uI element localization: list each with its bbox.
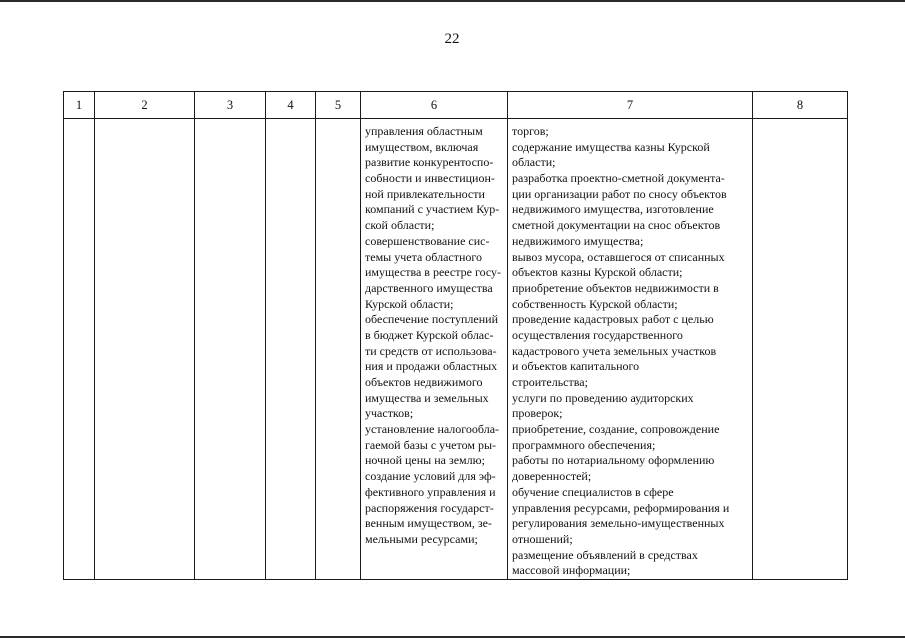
col6-line: создание условий для эф- (365, 469, 496, 484)
col6-line: развитие конкурентоспо- (365, 155, 494, 170)
cell-col-5 (316, 119, 361, 580)
cell-col-1 (64, 119, 95, 580)
col7-line: осуществления государственного (512, 327, 683, 342)
col7-line: разработка проектно-сметной документа- (512, 171, 725, 186)
col7-line: проверок; (512, 406, 563, 421)
col6-line: установление налогообла- (365, 422, 500, 437)
col7-line: приобретение объектов недвижимости в (512, 280, 719, 295)
column-header-6: 6 (361, 92, 508, 119)
column-header-2: 2 (95, 92, 195, 119)
column-header-3: 3 (195, 92, 266, 119)
col6-line: ночной цены на землю; (365, 453, 485, 468)
col6-text (361, 119, 507, 548)
col7-line: управления ресурсами, реформирования и (512, 500, 730, 515)
col7-line: сметной документации на снос объектов (512, 218, 721, 233)
col7-line: ции организации работ по сносу объектов (512, 186, 727, 201)
col7-line: приобретение, создание, сопровождение (512, 422, 720, 437)
col7-line: собственность Курской области; (512, 296, 678, 311)
table-row (64, 119, 848, 580)
col7-line: и объектов капитального (512, 359, 640, 374)
col6-line: ния и продажи областных (365, 359, 498, 374)
col7-line: объектов казны Курской области; (512, 265, 683, 280)
cell-col-7 (508, 119, 753, 580)
col6-line: совершенствование сис- (365, 233, 490, 248)
col7-line: доверенностей; (512, 469, 592, 484)
cell-col-8 (753, 119, 848, 580)
col6-line: имущества в реестре госу- (365, 265, 502, 280)
col7-text (508, 119, 752, 579)
column-header-1: 1 (64, 92, 95, 119)
program-table (63, 91, 848, 580)
cell-col-6 (361, 119, 508, 580)
col6-line: ной привлекательности (365, 186, 485, 201)
col6-line: Курской области; (365, 296, 454, 311)
col7-line: недвижимого имущества, изготовление (512, 202, 714, 217)
col7-line: содержание имущества казны Курской (512, 139, 710, 154)
col7-line: отношений; (512, 531, 573, 546)
col7-line: регулирования земельно-имущественных (512, 516, 725, 531)
col6-line: участков; (365, 406, 414, 421)
col7-line: недвижимого имущества; (512, 233, 644, 248)
col6-line: компаний с участием Кур- (365, 202, 500, 217)
col7-line: массовой информации; (512, 563, 631, 578)
column-header-8: 8 (753, 92, 848, 119)
page-number: 22 (444, 31, 460, 47)
scan-top-edge (0, 0, 905, 2)
col6-line: объектов недвижимого (365, 375, 483, 389)
col6-line: ти средств от использова- (365, 343, 497, 358)
col7-line: строительства; (512, 375, 588, 389)
col6-line: управления областным (365, 124, 483, 138)
col6-line: имуществом, включая (365, 139, 479, 154)
col6-line: ской области; (365, 218, 435, 233)
col6-line: имущества и земельных (365, 390, 489, 405)
col7-line: кадастрового учета земельных участков (512, 343, 717, 358)
col6-line: венным имуществом, зе- (365, 516, 492, 531)
col6-line: фективного управления и (365, 484, 496, 499)
col6-line: собности и инвестицион- (365, 171, 495, 186)
cell-col-2 (95, 119, 195, 580)
col7-line: программного обеспечения; (512, 437, 656, 452)
cell-col-4 (266, 119, 316, 580)
col6-line: в бюджет Курской облас- (365, 327, 494, 342)
col6-line: дарственного имущества (365, 280, 493, 295)
column-header-5: 5 (316, 92, 361, 119)
col6-line: гаемой базы с учетом ры- (365, 437, 497, 452)
col7-line: проведение кадастровых работ с целью (512, 312, 714, 327)
table-header-row (64, 92, 848, 119)
column-header-4: 4 (266, 92, 316, 119)
col6-line: темы учета областного (365, 249, 483, 264)
col7-line: размещение объявлений в средствах (512, 547, 698, 562)
col7-line: вывоз мусора, оставшегося от списанных (512, 249, 725, 264)
cell-col-3 (195, 119, 266, 580)
col6-line: обеспечение поступлений (365, 312, 499, 327)
col7-line: области; (512, 155, 556, 170)
column-header-7: 7 (508, 92, 753, 119)
col7-line: обучение специалистов в сфере (512, 484, 674, 499)
col7-line: торгов; (512, 124, 549, 138)
col6-line: мельными ресурсами; (365, 531, 478, 546)
scan-bottom-edge (0, 636, 905, 638)
col7-line: услуги по проведению аудиторских (512, 390, 694, 405)
col6-line: распоряжения государст- (365, 500, 494, 515)
col7-line: работы по нотариальному оформлению (512, 453, 715, 468)
